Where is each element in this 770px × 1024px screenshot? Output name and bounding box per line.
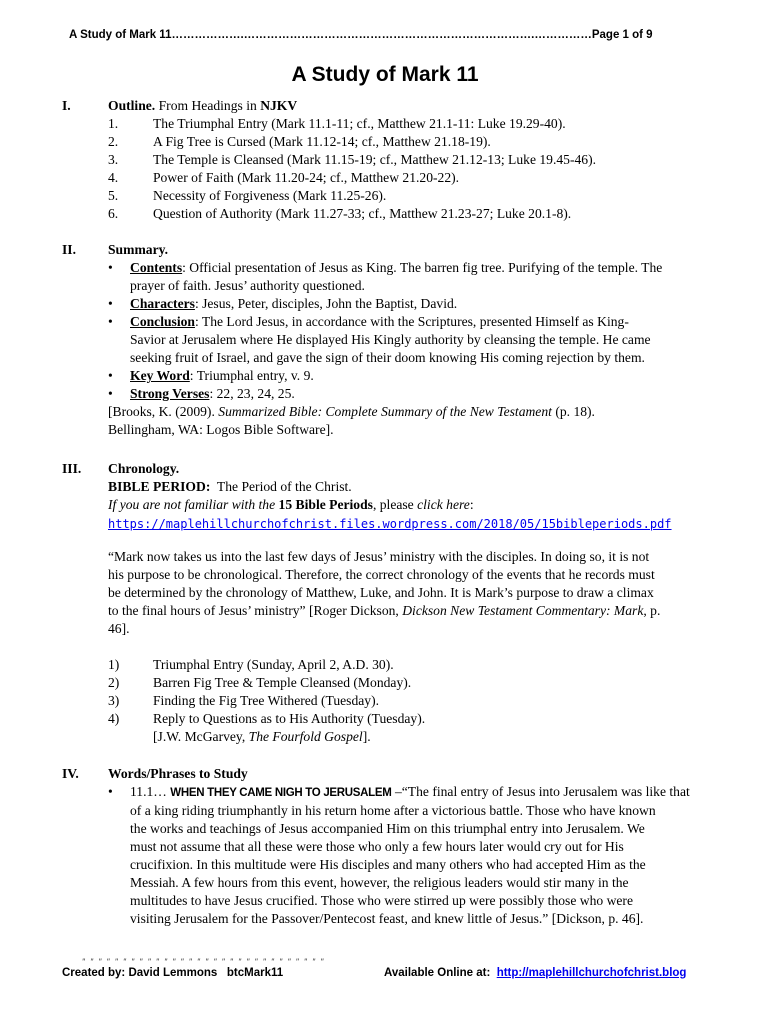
phrase-commentary-cont: multitudes to have Jesus crucified. Those who were stirred up were possibly those who were [130,893,633,908]
characters-label: Characters [130,296,195,311]
footer-available [384,964,686,982]
note-text: , please [372,497,418,512]
outline-item-text: Power of Faith (Mark 11.20-24; cf., Matthew 21.20-22). [153,170,460,185]
footer-created-by: Created by: David Lemmons btcMark11 [62,967,284,979]
phrase-commentary-cont: the works and teachings of Jesus accompanied Him on this triumphal entry into Jerusalem. We [130,821,645,836]
chronology-item [108,710,722,728]
citation-publisher: Bellingham, WA: Logos Bible Software]. [108,422,334,437]
phrase-commentary-cont: of a king riding triumphantly in his return home after a victorious battle. Those who have known [130,803,656,818]
note-bold: 15 Bible Periods [278,497,373,512]
footer-divider: ʺ ʺ ʺ ʺ ʺ ʺ ʺ ʺ ʺ ʺ ʺ ʺ ʺ ʺ ʺ ʺ ʺ ʺ ʺ ʺ ʺ ʺ ʺ ʺ ʺ ʺ ʺ ʺ ʺ ʺ [82,958,326,967]
note-click-here: click here [417,497,470,512]
phrase-reference: 11.1… [130,784,171,799]
source-author: [J.W. McGarvey, [153,729,249,744]
document-title: A Study of Mark 11 [291,63,479,86]
contents-label: Contents [130,260,183,275]
citation-page: (p. 18). [551,404,595,419]
conclusion-label: Conclusion [130,314,195,329]
chronology-item-number: 1) [108,657,120,672]
bullet-icon: • [108,296,113,311]
section-4-words-phrases [108,765,722,928]
bullet-icon: • [108,368,113,383]
conclusion-text-cont: seeking fruit of Israel, and gave the sign of their doom knowing His coming rejection by them. [130,350,645,365]
contents-text: : Official presentation of Jesus as King. The barren fig tree. Purifying of the temple. The [182,260,663,275]
chronology-heading: Chronology. [108,461,180,476]
citation-title: Summarized Bible: Complete Summary of the New Testament [218,404,552,419]
outline-item-text: The Triumphal Entry (Mark 11.1-11; cf., Matthew 21.1-11: Luke 19.29-40). [153,116,566,131]
header-leader-dots: ……………….………………………………………………………………….…………… [171,29,592,41]
summary-citation [108,403,722,421]
bullet-icon: • [108,260,113,275]
words-phrases-heading: Words/Phrases to Study [108,766,248,781]
outline-item-number: 4. [108,170,119,185]
chronology-item [108,692,722,710]
source-end: ]. [362,729,371,744]
bible-periods-note [108,496,722,514]
note-colon: : [469,497,474,512]
citation-author: [Brooks, K. (2009). [108,404,219,419]
bullet-icon: • [108,386,113,401]
chronology-item-text: Barren Fig Tree & Temple Cleansed (Monday). [153,675,412,690]
outline-version: NJKV [260,98,298,113]
chronology-item-number: 3) [108,693,120,708]
phrase-commentary-cont: must not assume that all these were those who only a few hours later would cry out for His [130,839,624,854]
phrase-commentary-cont: crucifixion. In this multitude were His disciples and many others who had accepted Him as the [130,857,646,872]
summary-characters [108,295,722,313]
phrase-commentary: –“The final entry of Jesus into Jerusalem was like that [391,784,690,799]
section-4-number: IV. [62,766,79,781]
outline-item-number: 1. [108,116,119,131]
summary-contents [108,259,722,277]
outline-item [108,205,722,223]
outline-item-number: 5. [108,188,119,203]
section-3-chronology [108,460,722,746]
outline-label: Outline. [108,98,156,113]
source-title: The Fourfold Gospel [248,729,363,744]
phrase-commentary-cont: Messiah. A few hours from this event, however, the religious leaders would stir many in the [130,875,629,890]
verses-label: Strong Verses [130,386,210,401]
summary-conclusion [108,313,722,331]
verses-text: : 22, 23, 24, 25. [209,386,295,401]
chronology-item-text: Triumphal Entry (Sunday, April 2, A.D. 30). [153,657,394,672]
phrase-commentary-cont: visiting Jerusalem for the Passover/Pentecost feast, and knew little of Jesus.” [Dickson, p. 46]. [130,911,644,926]
bible-periods-link[interactable]: https://maplehillchurchofchrist.files.wordpress.com/2018/05/15bibleperiods.pdf [108,517,672,531]
section-1-outline [108,97,722,223]
bullet-icon: • [108,314,113,329]
footer-blog-link[interactable]: http://maplehillchurchofchrist.blog [496,967,687,979]
footer-available-label: Available Online at: [384,967,497,979]
phrase-entry [108,783,722,802]
bible-period-label: BIBLE PERIOD: [108,479,211,494]
chronology-source [108,728,722,746]
chronology-item [108,656,722,674]
chronology-item-number: 2) [108,675,120,690]
outline-item-number: 6. [108,206,119,221]
outline-item-text: A Fig Tree is Cursed (Mark 11.12-14; cf., Matthew 21.18-19). [153,134,491,149]
summary-keyword [108,367,722,385]
dickson-quote: 46]. [108,621,130,636]
conclusion-text-cont: Savior at Jerusalem where He displayed His Kingly authority by cleansing the temple. He came [130,332,651,347]
outline-item-text: Question of Authority (Mark 11.27-33; cf., Matthew 21.23-27; Luke 20.1-8). [153,206,572,221]
outline-item [108,115,722,133]
header-title: A Study of Mark 11 [69,29,172,41]
outline-item-number: 3. [108,152,119,167]
outline-item-number: 2. [108,134,119,149]
outline-heading-text: From Headings in [155,98,261,113]
outline-item [108,169,722,187]
chronology-item-text: Finding the Fig Tree Withered (Tuesday). [153,693,380,708]
outline-item [108,151,722,169]
page-header [69,26,689,44]
outline-item-text: The Temple is Cleansed (Mark 11.15-19; cf., Matthew 21.12-13; Luke 19.45-46). [153,152,597,167]
dickson-quote: his purpose to be chronological. Therefore, the correct chronology of the events that he records must [108,567,655,582]
section-2-number: II. [62,242,76,257]
keyword-label: Key Word [130,368,190,383]
outline-item-text: Necessity of Forgiveness (Mark 11.25-26). [153,188,387,203]
chronology-item [108,674,722,692]
contents-text-cont: prayer of faith. Jesus’ authority questioned. [130,278,365,293]
dickson-quote: be determined by the chronology of Matthew, Luke, and John. It is Mark’s purpose to draw a climax [108,585,654,600]
bullet-icon: • [108,784,113,799]
note-text: If you are not familiar with the [108,497,279,512]
chronology-item-text: Reply to Questions as to His Authority (Tuesday). [153,711,426,726]
section-3-number: III. [62,461,82,476]
section-1-number: I. [62,98,71,113]
outline-item [108,187,722,205]
section-2-summary [108,241,722,439]
quote-page: , p. [643,603,661,618]
outline-heading [108,97,722,115]
chronology-item-number: 4) [108,711,120,726]
phrase-text: WHEN THEY CAME NIGH TO JERUSALEM [170,787,392,799]
dickson-quote: “Mark now takes us into the last few days of Jesus’ ministry with the disciples. In doing so, it is not [108,549,650,564]
quote-source-title: Dickson New Testament Commentary: Mark [402,603,644,618]
outline-item [108,133,722,151]
summary-heading: Summary. [108,242,169,257]
conclusion-text: : The Lord Jesus, in accordance with the Scriptures, presented Himself as King- [194,314,629,329]
dickson-quote [108,602,722,620]
header-page-number: Page 1 of 9 [591,29,653,41]
bible-period-text: The Period of the Christ. [210,479,352,494]
summary-verses [108,385,722,403]
keyword-text: : Triumphal entry, v. 9. [189,368,314,383]
quote-text: to the final hours of Jesus’ ministry” [Roger Dickson, [108,603,403,618]
characters-text: : Jesus, Peter, disciples, John the Baptist, David. [194,296,458,311]
